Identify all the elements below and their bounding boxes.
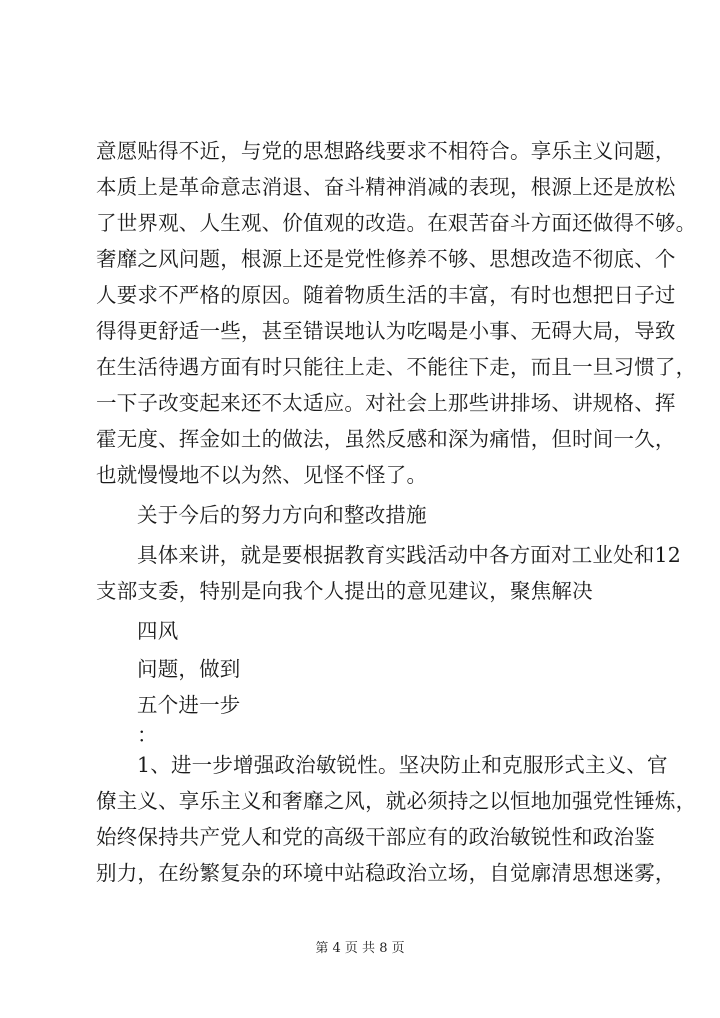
- text-line: ：: [137, 723, 158, 747]
- text-line: 本质上是革命意志消退、奋斗精神消减的表现，根源上还是放松: [96, 175, 676, 199]
- text-line: 霍无度、挥金如土的做法，虽然反感和深为痛惜，但时间一久，: [96, 427, 676, 451]
- text-line: 奢靡之风问题，根源上还是党性修养不够、思想改造不彻底、个: [96, 247, 676, 271]
- text-line: 一下子改变起来还不太适应。对社会上那些讲排场、讲规格、挥: [96, 391, 676, 415]
- numbered-item: 1、进一步增强政治敏锐性。坚决防止和克服形式主义、官: [137, 753, 668, 777]
- section-heading: 关于今后的努力方向和整改措施: [137, 503, 427, 527]
- text-line: 具体来讲，就是要根据教育实践活动中各方面对工业处和12: [137, 543, 681, 567]
- text-line: 人要求不严格的原因。随着物质生活的丰富，有时也想把日子过: [96, 283, 676, 307]
- text-line: 在生活待遇方面有时只能往上走、不能往下走，而且一旦习惯了，: [96, 355, 697, 379]
- text-line: 僚主义、享乐主义和奢靡之风，就必须持之以恒地加强党性锤炼，: [96, 789, 697, 813]
- page-number-footer: 第 4 页 共 8 页: [315, 941, 405, 956]
- text-line: 也就慢慢地不以为然、见怪不怪了。: [96, 463, 428, 487]
- text-line: 始终保持共产党人和党的高级干部应有的政治敏锐性和政治鉴: [96, 825, 655, 849]
- text-line: 得得更舒适一些，甚至错误地认为吃喝是小事、无碍大局，导致: [96, 319, 676, 343]
- text-line: 问题，做到: [137, 657, 241, 681]
- text-line: 了世界观、人生观、价值观的改造。在艰苦奋斗方面还做得不够。: [96, 211, 697, 235]
- text-line: 五个进一步: [137, 693, 241, 717]
- text-line: 意愿贴得不近，与党的思想路线要求不相符合。享乐主义问题，: [96, 139, 676, 163]
- text-line: 别力，在纷繁复杂的环境中站稳政治立场，自觉廓清思想迷雾，: [96, 861, 676, 885]
- text-line: 支部支委，特别是向我个人提出的意见建议，聚焦解决: [96, 579, 593, 603]
- text-line: 四风: [137, 619, 179, 643]
